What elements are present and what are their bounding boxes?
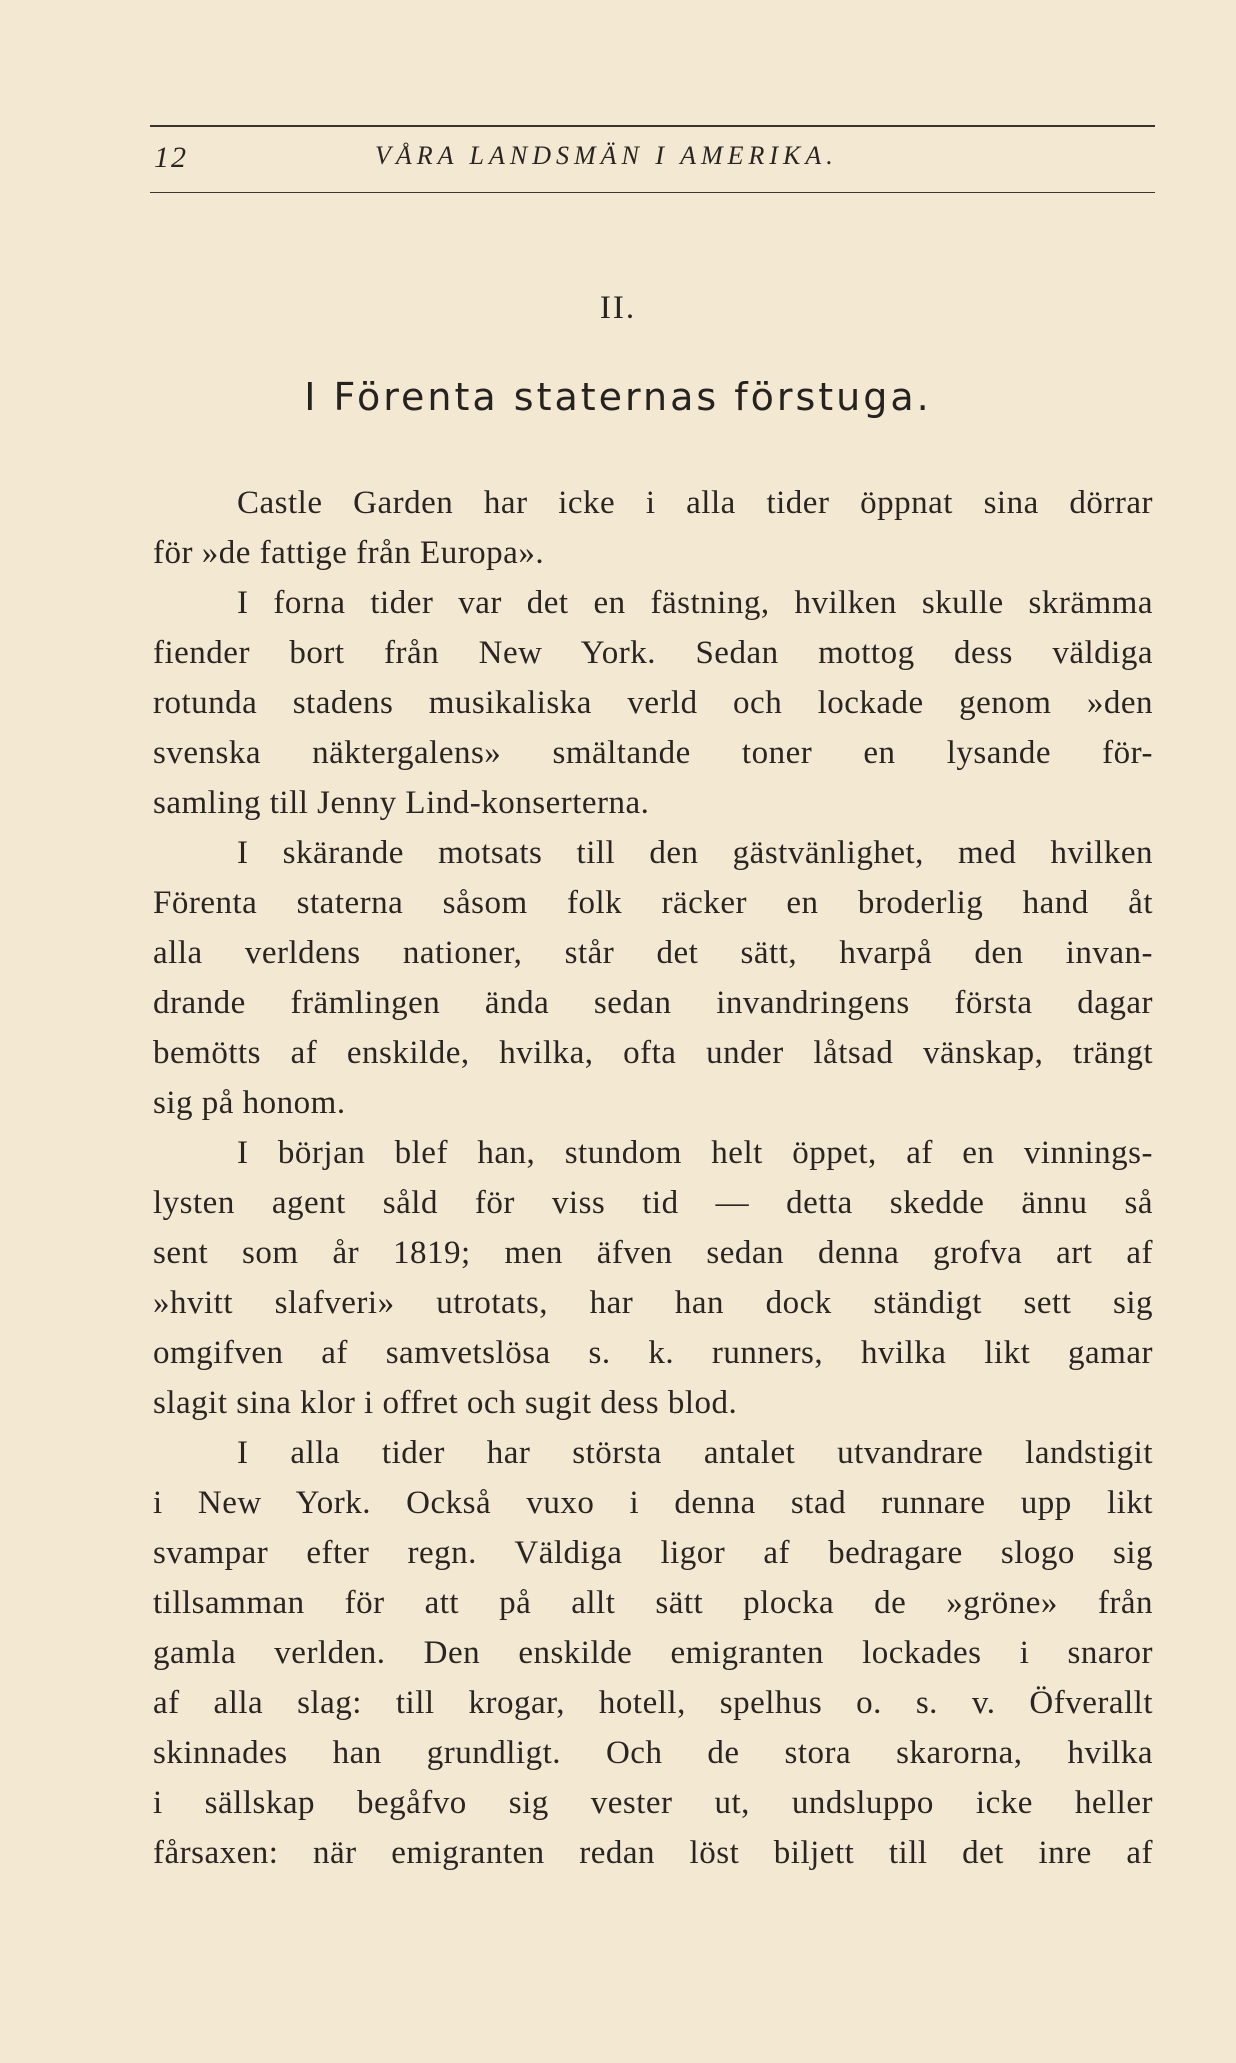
text-line: I skärande motsats till den gästvänlighet, med hvilken: [237, 835, 1153, 871]
text-line: omgifven af samvetslösa s. k. runners, hvilka likt gamar: [153, 1335, 1153, 1371]
text-line: I början blef han, stundom helt öppet, af en vinnings-: [237, 1135, 1153, 1171]
text-line: lysten agent såld för viss tid — detta skedde ännu så: [153, 1185, 1153, 1221]
text-line: i New York. Också vuxo i denna stad runnare upp likt: [153, 1485, 1153, 1521]
text-line: Förenta staterna såsom folk räcker en broderlig hand åt: [153, 885, 1153, 921]
text-line: fårsaxen: när emigranten redan löst biljett till det inre af: [153, 1835, 1153, 1871]
text-line: för »de fattige från Europa».: [153, 535, 545, 571]
text-line: drande främlingen ända sedan invandringens första dagar: [153, 985, 1153, 1021]
body-text: [153, 478, 1153, 1878]
text-line: fiender bort från New York. Sedan mottog dess väldiga: [153, 635, 1153, 671]
text-line: alla verldens nationer, står det sätt, hvarpå den invan-: [153, 935, 1153, 971]
text-line: I forna tider var det en fästning, hvilken skulle skrämma: [237, 585, 1153, 621]
chapter-title: I Förenta staternas förstuga.: [304, 375, 932, 419]
header-rule-top: [150, 125, 1155, 127]
text-line: samling till Jenny Lind-konserterna.: [153, 785, 650, 821]
text-line: i sällskap begåfvo sig vester ut, undsluppo icke heller: [153, 1785, 1153, 1821]
text-line: sig på honom.: [153, 1085, 346, 1121]
text-line: tillsamman för att på allt sätt plocka de »gröne» från: [153, 1585, 1153, 1621]
text-line: rotunda stadens musikaliska verld och lockade genom »den: [153, 685, 1153, 721]
text-line: »hvitt slafveri» utrotats, har han dock ständigt sett sig: [153, 1285, 1153, 1321]
text-line: sent som år 1819; men äfven sedan denna grofva art af: [153, 1235, 1153, 1271]
text-line: skinnades han grundligt. Och de stora skarorna, hvilka: [153, 1735, 1153, 1771]
running-head-title: VÅRA LANDSMÄN I AMERIKA.: [375, 141, 838, 170]
page-number: 12: [154, 141, 188, 174]
header-rule-bottom: [150, 192, 1155, 193]
text-line: I alla tider har största antalet utvandrare landstigit: [237, 1435, 1153, 1471]
text-line: svampar efter regn. Väldiga ligor af bedragare slogo sig: [153, 1535, 1153, 1571]
text-line: bemötts af enskilde, hvilka, ofta under låtsad vänskap, trängt: [153, 1035, 1153, 1071]
chapter-number: II.: [599, 290, 637, 326]
text-line: slagit sina klor i offret och sugit dess blod.: [153, 1385, 738, 1421]
text-line: af alla slag: till krogar, hotell, spelhus o. s. v. Öfverallt: [153, 1685, 1153, 1721]
text-line: svenska näktergalens» smältande toner en lysande för-: [153, 735, 1153, 771]
text-line: Castle Garden har icke i alla tider öppnat sina dörrar: [237, 485, 1153, 521]
text-line: gamla verlden. Den enskilde emigranten lockades i snaror: [153, 1635, 1153, 1671]
running-head: [150, 137, 1155, 181]
